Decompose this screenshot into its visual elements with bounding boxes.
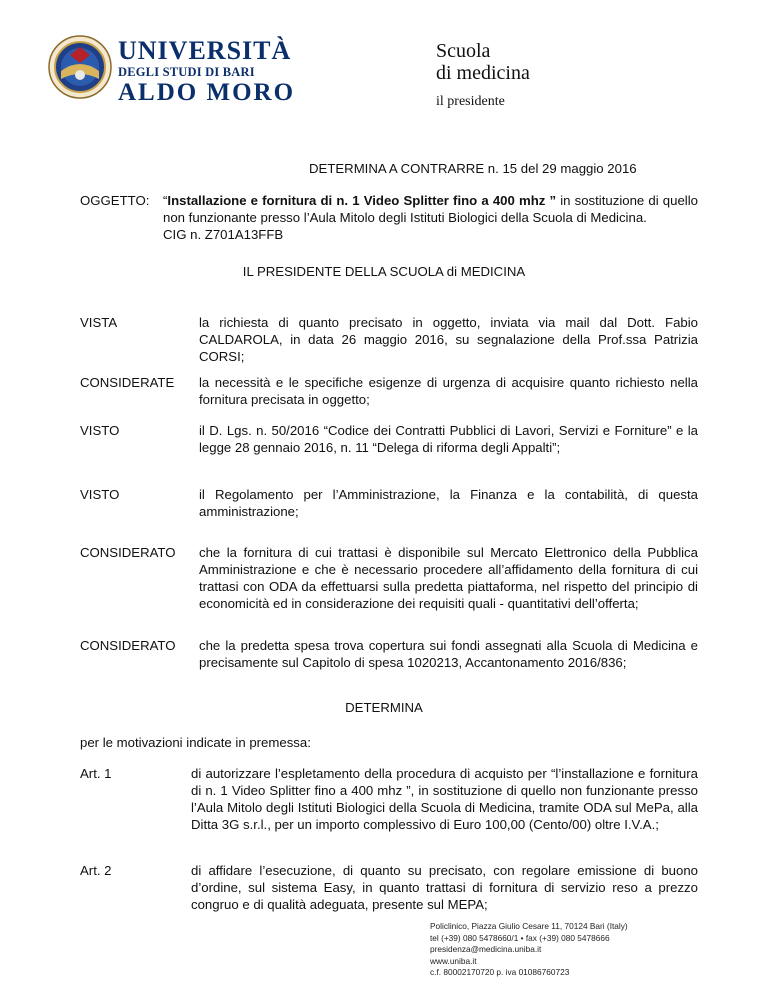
- premise-text: la richiesta di quanto precisato in oggetto, inviata via mail dal Dott. Fabio CALDAROLA, in data 26 maggio 2016, su segnalazione della Prof.ssa Patrizia CORSI;: [199, 315, 698, 364]
- article-label: Art. 2: [80, 863, 112, 878]
- article-label: Art. 1: [80, 766, 112, 781]
- premise-text: il Regolamento per l’Amministrazione, la Finanza e la contabilità, di questa amministrazione;: [199, 487, 698, 519]
- footer-web: www.uniba.it: [430, 955, 477, 966]
- school-name-line1: Scuola: [436, 40, 491, 62]
- university-name: [118, 38, 295, 105]
- premise-text: che la predetta spesa trova copertura sui fondi assegnati alla Scuola di Medicina e precisamente sul Capitolo di spesa 1020213, Accantonamento 2016/836;: [199, 638, 698, 670]
- premise-label: CONSIDERATO: [80, 638, 176, 653]
- article-text: di autorizzare l’espletamento della procedura di acquisto per “l’installazione e fornitura di n. 1 Video Splitter fino a 400 mhz ”, in sostituzione di quello non funzionante presso l’Aula Mitolo degli Istituti Biologici della Scuola di Medicina, tramite ODA sul MePa, alla Ditta 3G s.r.l., per un importo complessivo di Euro 100,00 (Cento/00) oltre I.V.A.;: [191, 766, 698, 832]
- premise-label: CONSIDERATO: [80, 545, 176, 560]
- footer-address: Policlinico, Piazza Giulio Cesare 11, 70124 Bari (Italy): [430, 921, 628, 931]
- footer-phone: tel (+39) 080 5478660/1 • fax (+39) 080 5478666: [430, 932, 610, 943]
- determina-heading: DETERMINA: [345, 700, 423, 715]
- oggetto-text: [163, 192, 698, 243]
- oggetto-rest: in sostituzione di quello non funzionante presso l’Aula Mitolo degli Istituti Biologici della Scuola di Medicina.: [163, 193, 698, 225]
- university-name-line1: UNIVERSITÀ: [118, 36, 292, 65]
- premise-text: che la fornitura di cui trattasi è disponibile sul Mercato Elettronico della Pubblica Amministrazione e che è necessario procedere all’affidamento della fornitura di cui trattasi con ODA da effettuarsi sulla predetta piattaforma, nel rispetto del principio di economicità ed in considerazione dei requisiti quali - quantitativi dell’offerta;: [199, 545, 698, 611]
- school-name-line2: di medicina: [436, 62, 530, 84]
- oggetto-label: OGGETTO:: [80, 193, 150, 208]
- role-label: il presidente: [436, 94, 505, 109]
- premise-label: VISTO: [80, 423, 120, 438]
- article-text: di affidare l’esecuzione, di quanto su precisato, con regolare emissione di buono d’ordine, sul sistema Easy, in quanto trattasi di fornitura di servizio reso a prezzo congruo e di qualità adeguata, presente sul MEPA;: [191, 863, 698, 912]
- premise-label: CONSIDERATE: [80, 375, 175, 390]
- premise-text: la necessità e le specifiche esigenze di urgenza di acquisire quanto richiesto nella fornitura precisata in oggetto;: [199, 375, 698, 407]
- oggetto-quote-open: “: [163, 193, 168, 208]
- university-name-line3: ALDO MORO: [118, 78, 296, 106]
- footer-contact: [430, 921, 628, 979]
- motivazioni-line: per le motivazioni indicate in premessa:: [80, 735, 311, 750]
- document-title: DETERMINA A CONTRARRE n. 15 del 29 maggio 2016: [309, 161, 637, 176]
- premise-text: il D. Lgs. n. 50/2016 “Codice dei Contratti Pubblici di Lavori, Servizi e Forniture” e la legge 28 gennaio 2016, n. 11 “Delega di riforma degli Appalti”;: [199, 423, 698, 455]
- premise-label: VISTO: [80, 487, 120, 502]
- university-seal-logo: [48, 35, 112, 99]
- section-heading: IL PRESIDENTE DELLA SCUOLA di MEDICINA: [242, 264, 526, 279]
- footer-email: presidenza@medicina.uniba.it: [430, 944, 542, 954]
- university-name-line2: DEGLI STUDI DI BARI: [118, 65, 255, 79]
- cig-code: CIG n. Z701A13FFB: [163, 227, 284, 242]
- premise-label: VISTA: [80, 315, 118, 330]
- oggetto-bold: Installazione e fornitura di n. 1 Video Splitter fino a 400 mhz ”: [167, 193, 557, 208]
- school-name: [436, 40, 530, 84]
- footer-fiscal: c.f. 80002170720 p. iva 01086760723: [430, 967, 570, 977]
